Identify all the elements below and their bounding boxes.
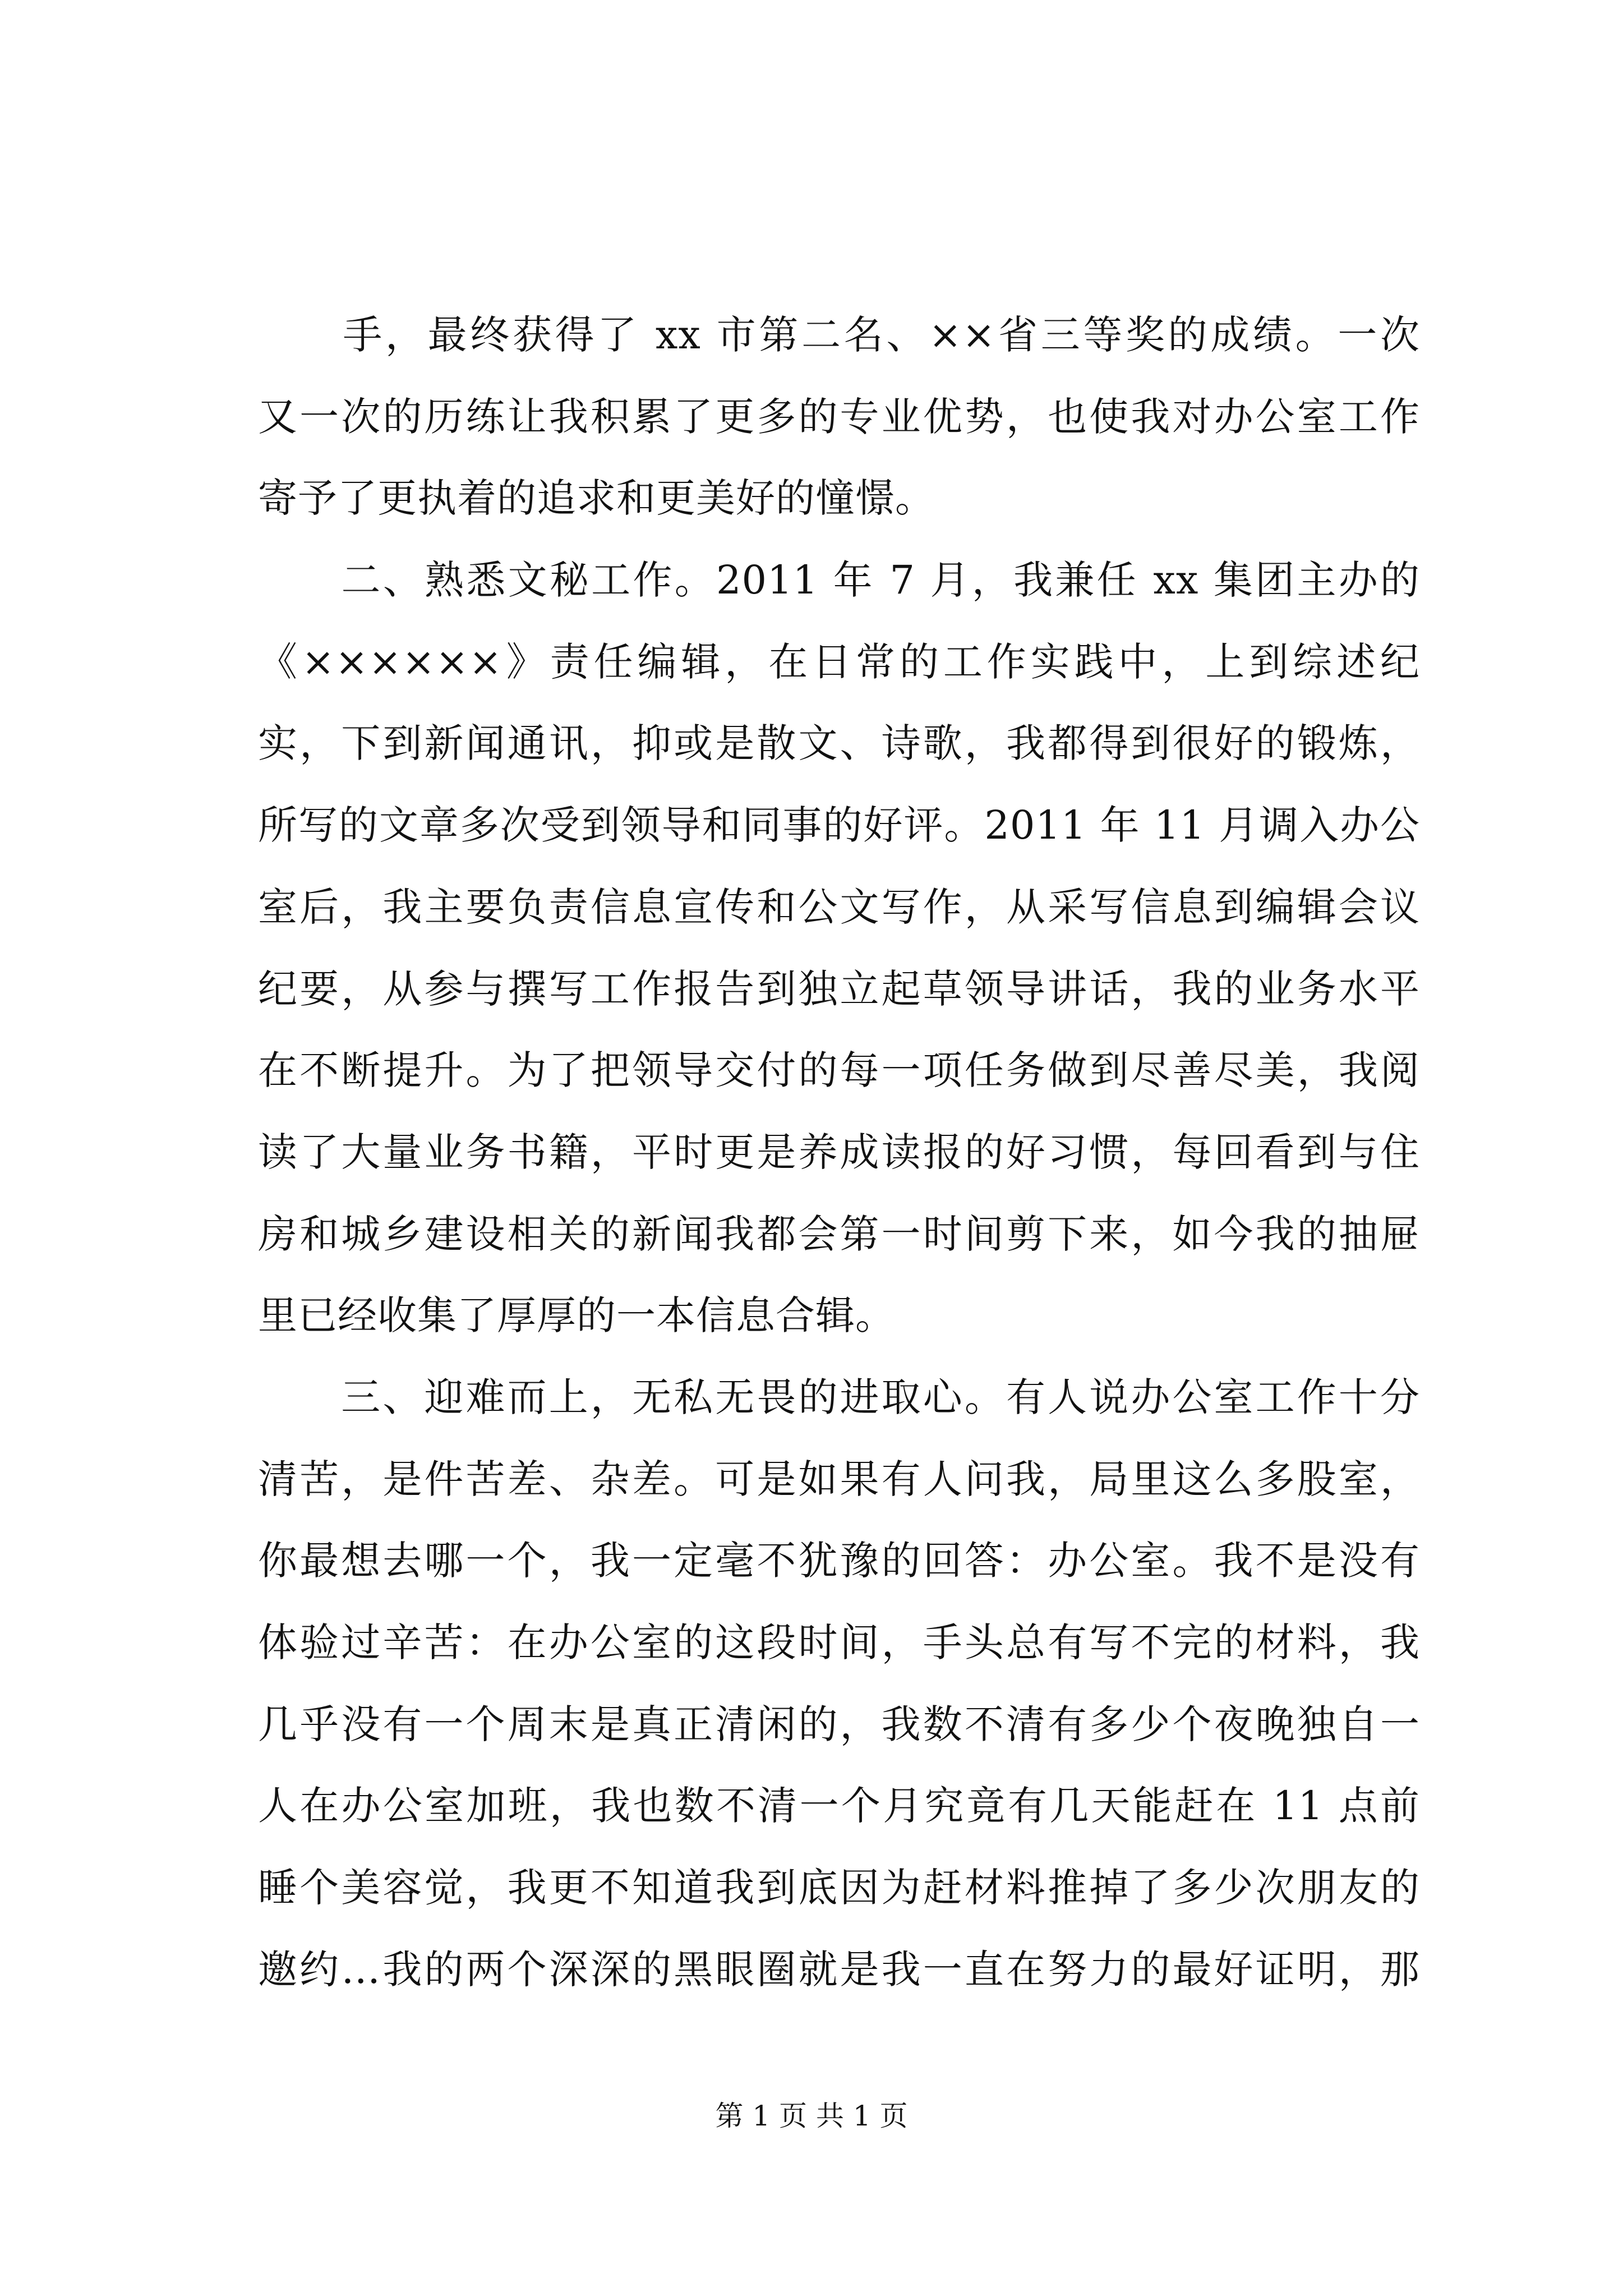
- text-line: 寄予了更执着的追求和更美好的憧憬。: [258, 475, 935, 522]
- text-line: 在不断提升。为了把领导交付的每一项任务做到尽善尽美，我阅: [258, 1047, 1420, 1094]
- text-line: 又一次的历练让我积累了更多的专业优势，也使我对办公室工作: [258, 393, 1420, 440]
- text-line: 人在办公室加班，我也数不清一个月究竟有几天能赶在 11 点前: [258, 1783, 1420, 1829]
- page-footer: 第 1 页 共 1 页: [715, 2100, 908, 2132]
- text-line: 你最想去哪一个，我一定毫不犹豫的回答：办公室。我不是没有: [258, 1538, 1420, 1584]
- text-line: 手，最终获得了 xx 市第二名、××省三等奖的成绩。一次: [258, 312, 1420, 358]
- text-line: 房和城乡建设相关的新闻我都会第一时间剪下来，如今我的抽屉: [258, 1211, 1420, 1257]
- text-line: 睡个美容觉，我更不知道我到底因为赶材料推掉了多少次朋友的: [258, 1865, 1420, 1911]
- text-line: 清苦，是件苦差、杂差。可是如果有人问我，局里这么多股室，: [258, 1456, 1420, 1502]
- text-line: 几乎没有一个周末是真正清闲的，我数不清有多少个夜晚独自一: [258, 1701, 1420, 1747]
- text-line: 读了大量业务书籍，平时更是养成读报的好习惯，每回看到与住: [258, 1129, 1420, 1175]
- text-line: 《××××××》责任编辑，在日常的工作实践中，上到综述纪: [258, 638, 1420, 685]
- text-line: 二、熟悉文秘工作。2011 年 7 月，我兼任 xx 集团主办的: [258, 557, 1420, 604]
- text-line: 实，下到新闻通讯，抑或是散文、诗歌，我都得到很好的锻炼，: [258, 720, 1420, 767]
- text-line: 三、迎难而上，无私无畏的进取心。有人说办公室工作十分: [258, 1374, 1420, 1420]
- text-line: 邀约…我的两个深深的黑眼圈就是我一直在努力的最好证明，那: [258, 1946, 1420, 1993]
- document-body: [258, 295, 1420, 2010]
- text-line: 里已经收集了厚厚的一本信息合辑。: [258, 1292, 895, 1339]
- text-line: 体验过辛苦：在办公室的这段时间，手头总有写不完的材料，我: [258, 1619, 1420, 1665]
- text-line: 所写的文章多次受到领导和同事的好评。2011 年 11 月调入办公: [258, 802, 1420, 849]
- text-line: 室后，我主要负责信息宣传和公文写作，从采写信息到编辑会议: [258, 884, 1420, 930]
- text-line: 纪要，从参与撰写工作报告到独立起草领导讲话，我的业务水平: [258, 965, 1420, 1012]
